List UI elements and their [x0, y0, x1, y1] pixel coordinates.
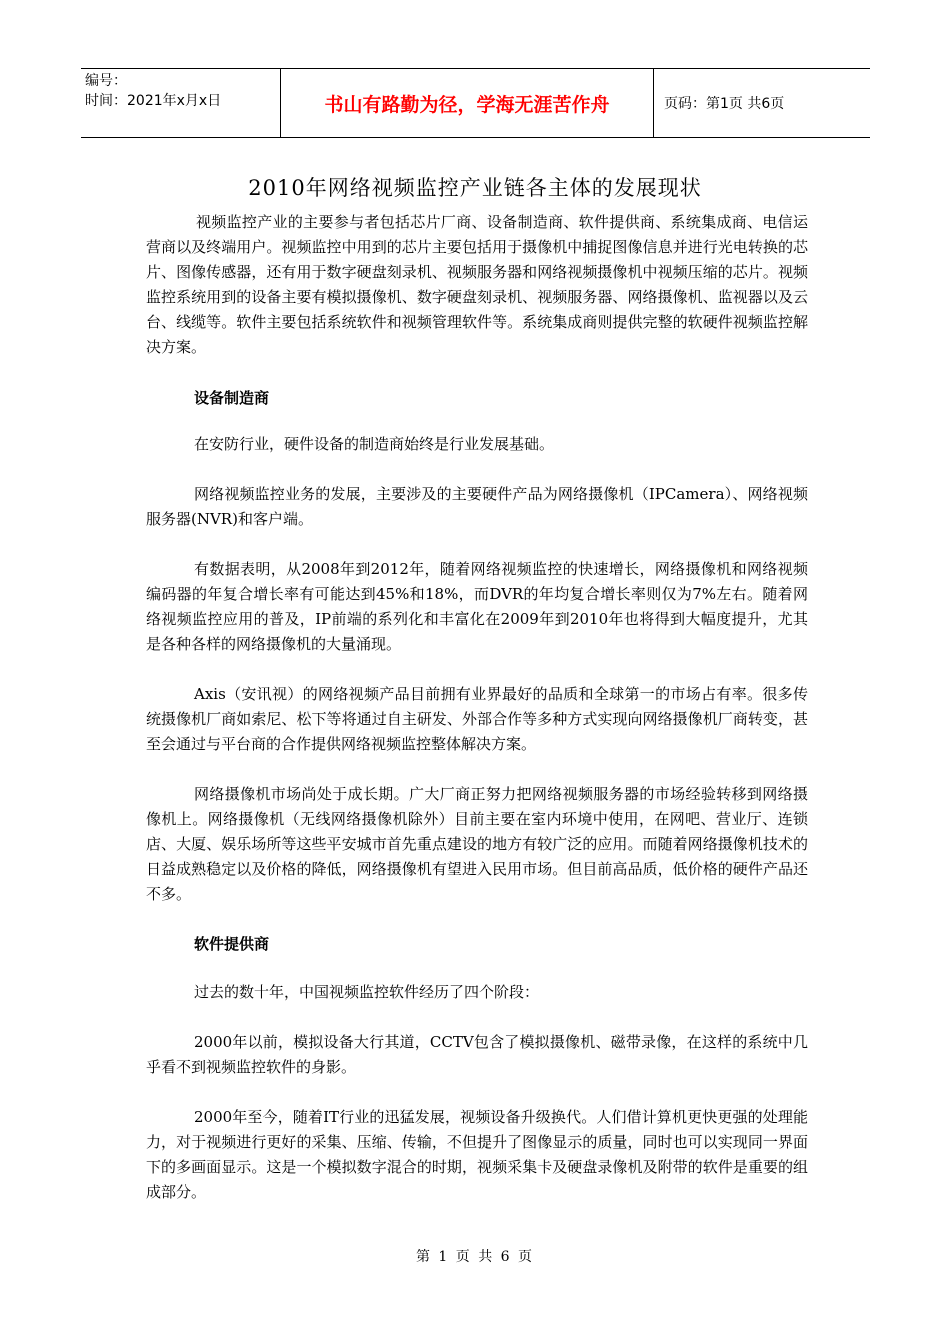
paragraph-axis: Axis（安讯视）的网络视频产品目前拥有业界最好的品质和全球第一的市场占有率。很多传统摄像机厂商如索尼、松下等将通过自主研发、外部合作等多种方式实现向网络摄像机厂商转变，甚至会通过与平台商的合作提供网络视频监控整体解决方案。 — [146, 685, 808, 753]
document-date: 时间：2021年x月x日 — [85, 93, 222, 109]
paragraph-four-stages: 过去的数十年，中国视频监控软件经历了四个阶段： — [194, 983, 540, 1001]
page-footer: 第 1 页 共 6 页 — [415, 1249, 535, 1265]
paragraph-post-2000: 2000年至今，随着IT行业的迅猛发展，视频设备升级换代。人们借计算机更快更强的处理能力，对于视频进行更好的采集、压缩、传输，不但提升了图像显示的质量，同时也可以实现同一界面下的多画面显示。这是一个模拟数字混合的时期，视频采集卡及硬盘录像机及附带的软件是重要的组成部分。 — [146, 1108, 808, 1201]
paragraph-intro: 视频监控产业的主要参与者包括芯片厂商、设备制造商、软件提供商、系统集成商、电信运营商以及终端用户。视频监控中用到的芯片主要包括用于摄像机中捕捉图像信息并进行光电转换的芯片、图像传感器，还有用于数字硬盘刻录机、视频服务器和网络视频摄像机中视频压缩的芯片。视频监控系统用到的设备主要有模拟摄像机、数字硬盘刻录机、视频服务器、网络摄像机、监视器以及云台、线缆等。软件主要包括系统软件和视频管理软件等。系统集成商则提供完整的软硬件视频监控解决方案。 — [146, 213, 808, 356]
paragraph-growth-data: 有数据表明，从2008年到2012年，随着网络视频监控的快速增长，网络摄像机和网络视频编码器的年复合增长率有可能达到45%和18%，而DVR的年均复合增长率则仅为7%左右。随着网络视频监控应用的普及，IP前端的系列化和丰富化在2009年到2010年也将得到大幅度提升，尤其是各种各样的网络摄像机的大量涌现。 — [146, 560, 808, 653]
document-header — [81, 68, 870, 138]
header-meta-cell — [81, 69, 281, 137]
document-number-label: 编号： — [85, 73, 127, 89]
section-heading-software-providers: 软件提供商 — [194, 935, 270, 953]
document-title: 2010年网络视频监控产业链各主体的发展现状 — [248, 176, 702, 200]
paragraph-pre-2000: 2000年以前，模拟设备大行其道，CCTV包含了模拟摄像机、磁带录像，在这样的系统中几乎看不到视频监控软件的身影。 — [146, 1033, 808, 1076]
header-page-info: 页码：第1页 共6页 — [664, 96, 785, 112]
header-motto: 书山有路勤为径，学海无涯苦作舟 — [281, 69, 654, 137]
paragraph-camera-market: 网络摄像机市场尚处于成长期。广大厂商正努力把网络视频服务器的市场经验转移到网络摄像机上。网络摄像机（无线网络摄像机除外）目前主要在室内环境中使用，在网吧、营业厅、连锁店、大厦、娱乐场所等这些平安城市首先重点建设的地方有较广泛的应用。而随着网络摄像机技术的日益成熟稳定以及价格的降低，网络摄像机有望进入民用市场。但目前高品质，低价格的硬件产品还不多。 — [146, 785, 808, 903]
paragraph-network-hardware: 网络视频监控业务的发展，主要涉及的主要硬件产品为网络摄像机（IPCamera）、网络视频服务器(NVR)和客户端。 — [146, 485, 808, 528]
section-heading-device-makers: 设备制造商 — [194, 389, 270, 407]
paragraph-device-foundation: 在安防行业，硬件设备的制造商始终是行业发展基础。 — [194, 435, 555, 453]
